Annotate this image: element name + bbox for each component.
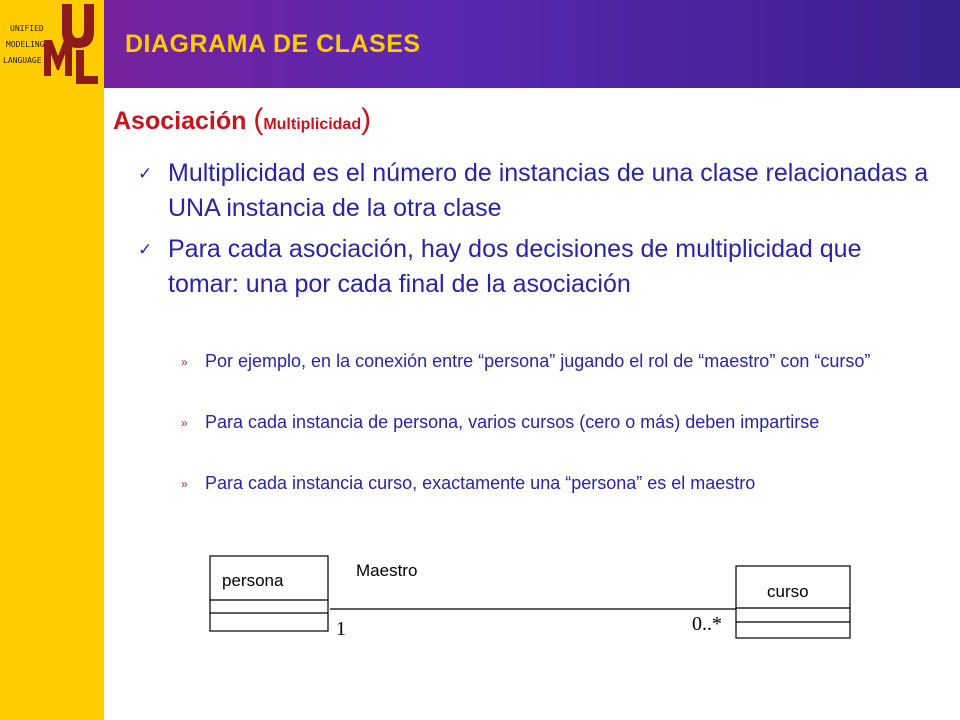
logo-text-modeling: MODELING [6, 40, 45, 49]
checkmark-icon: ✓ [138, 240, 153, 259]
left-sidebar-band [0, 88, 104, 720]
logo-text-unified: UNIFIED [10, 24, 44, 33]
sub-bullet-text-3: Para cada instancia curso, exactamente una “persona” es el maestro [205, 473, 756, 493]
class-name-curso: curso [767, 582, 809, 601]
class-box-persona [210, 556, 328, 631]
logo-text-language: LANGUAGE [3, 56, 42, 65]
multiplicity-left: 1 [336, 618, 346, 640]
slide-title [113, 103, 371, 137]
uml-logo [0, 0, 104, 88]
sub-bullet-item-2 [181, 409, 941, 435]
slide-title-main: Asociación [113, 107, 247, 135]
header-title: DIAGRAMA DE CLASES [125, 30, 421, 58]
class-box-curso [736, 566, 850, 638]
sub-bullet-text-1: Por ejemplo, en la conexión entre “persona” jugando el rol de “maestro” con “curso” [205, 351, 871, 371]
open-paren: ( [253, 103, 264, 136]
multiplicity-right: 0..* [692, 613, 722, 635]
sub-bullet-item-1 [181, 348, 941, 374]
bullet-text-2: Para cada asociación, hay dos decisiones de multiplicidad que tomar: una por cada final de la asociación [168, 235, 862, 298]
bullet-item-1 [138, 156, 938, 226]
sub-bullet-marker-icon: » [181, 416, 188, 430]
bullet-text-1: Multiplicidad es el número de instancias de una clase relacionadas a UNA instancia de la otra clase [168, 159, 929, 222]
association-role-label: Maestro [356, 561, 418, 580]
sub-bullet-marker-icon: » [181, 355, 188, 369]
sub-bullet-marker-icon: » [181, 477, 188, 491]
close-paren: ) [361, 103, 372, 136]
class-name-persona: persona [222, 571, 284, 590]
slide-title-sub: Multiplicidad [263, 116, 362, 133]
sub-bullet-item-3 [181, 470, 941, 496]
bullet-item-2 [138, 232, 938, 302]
sub-bullet-text-2: Para cada instancia de persona, varios cursos (cero o más) deben impartirse [205, 412, 820, 432]
checkmark-icon: ✓ [138, 164, 153, 183]
